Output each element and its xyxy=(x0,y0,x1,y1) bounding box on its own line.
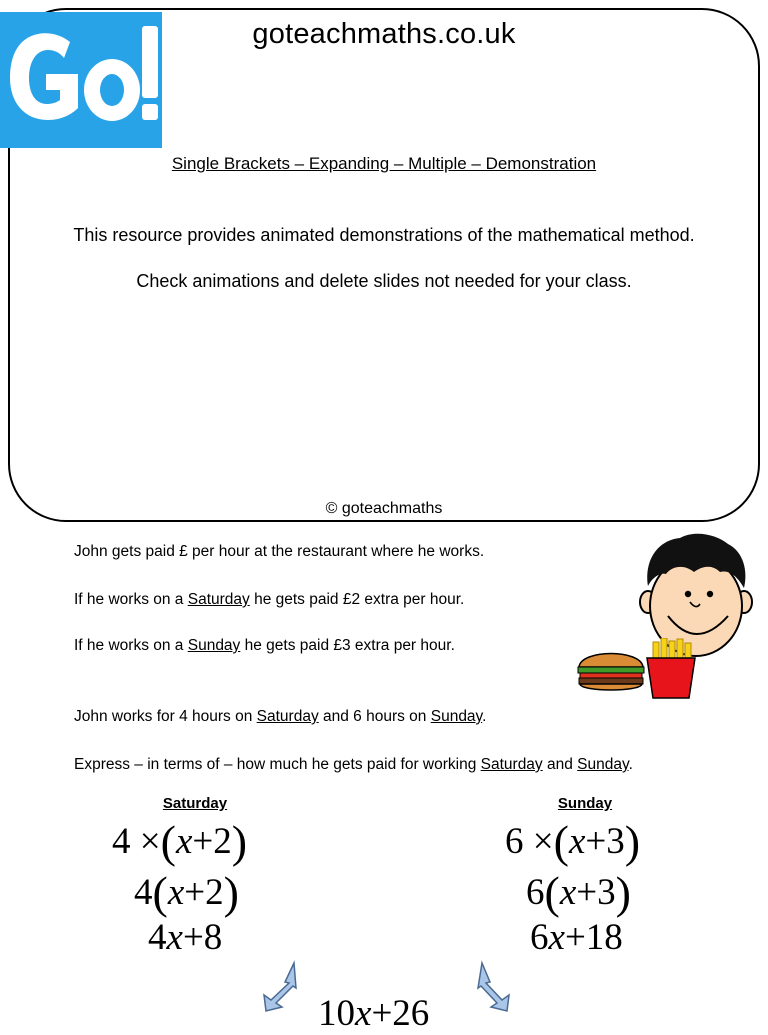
fries-image xyxy=(645,638,697,700)
sunday-heading: Sunday xyxy=(557,795,613,812)
saturday-step-3: 4x+8 xyxy=(148,917,223,958)
copyright-text: © goteachmaths xyxy=(325,500,443,517)
saturday-step-1: 4 ×(x+2) xyxy=(112,816,248,867)
problem-line-4: John works for 4 hours on Saturday and 6 hours on Sunday. xyxy=(74,708,487,725)
slide-title: Single Brackets – Expanding – Multiple – Demonstration xyxy=(171,154,597,173)
description-line-1: This resource provides animated demonstrations of the mathematical method. xyxy=(73,225,695,245)
site-name: goteachmaths.co.uk xyxy=(252,18,516,50)
right-arrow-icon xyxy=(478,963,509,1011)
problem-line-3: If he works on a Sunday he gets paid £3 extra per hour. xyxy=(74,637,455,654)
description-line-2: Check animations and delete slides not needed for your class. xyxy=(136,271,632,291)
burger-image xyxy=(575,645,647,695)
saturday-step-2: 4(x+2) xyxy=(134,867,239,918)
sunday-step-2: 6(x+3) xyxy=(526,867,631,918)
left-arrow-icon xyxy=(264,963,296,1011)
sunday-step-3: 6x+18 xyxy=(530,917,623,958)
problem-line-2: If he works on a Saturday he gets paid £2 extra per hour. xyxy=(74,591,465,608)
total-expression: 10x+26 xyxy=(318,993,430,1034)
problem-line-5: Express – in terms of – how much he gets paid for working Saturday and Sunday. xyxy=(74,756,633,773)
sunday-step-1: 6 ×(x+3) xyxy=(505,816,641,867)
problem-line-1: John gets paid £ per hour at the restaurant where he works. xyxy=(74,543,485,560)
saturday-heading: Saturday xyxy=(162,795,228,812)
